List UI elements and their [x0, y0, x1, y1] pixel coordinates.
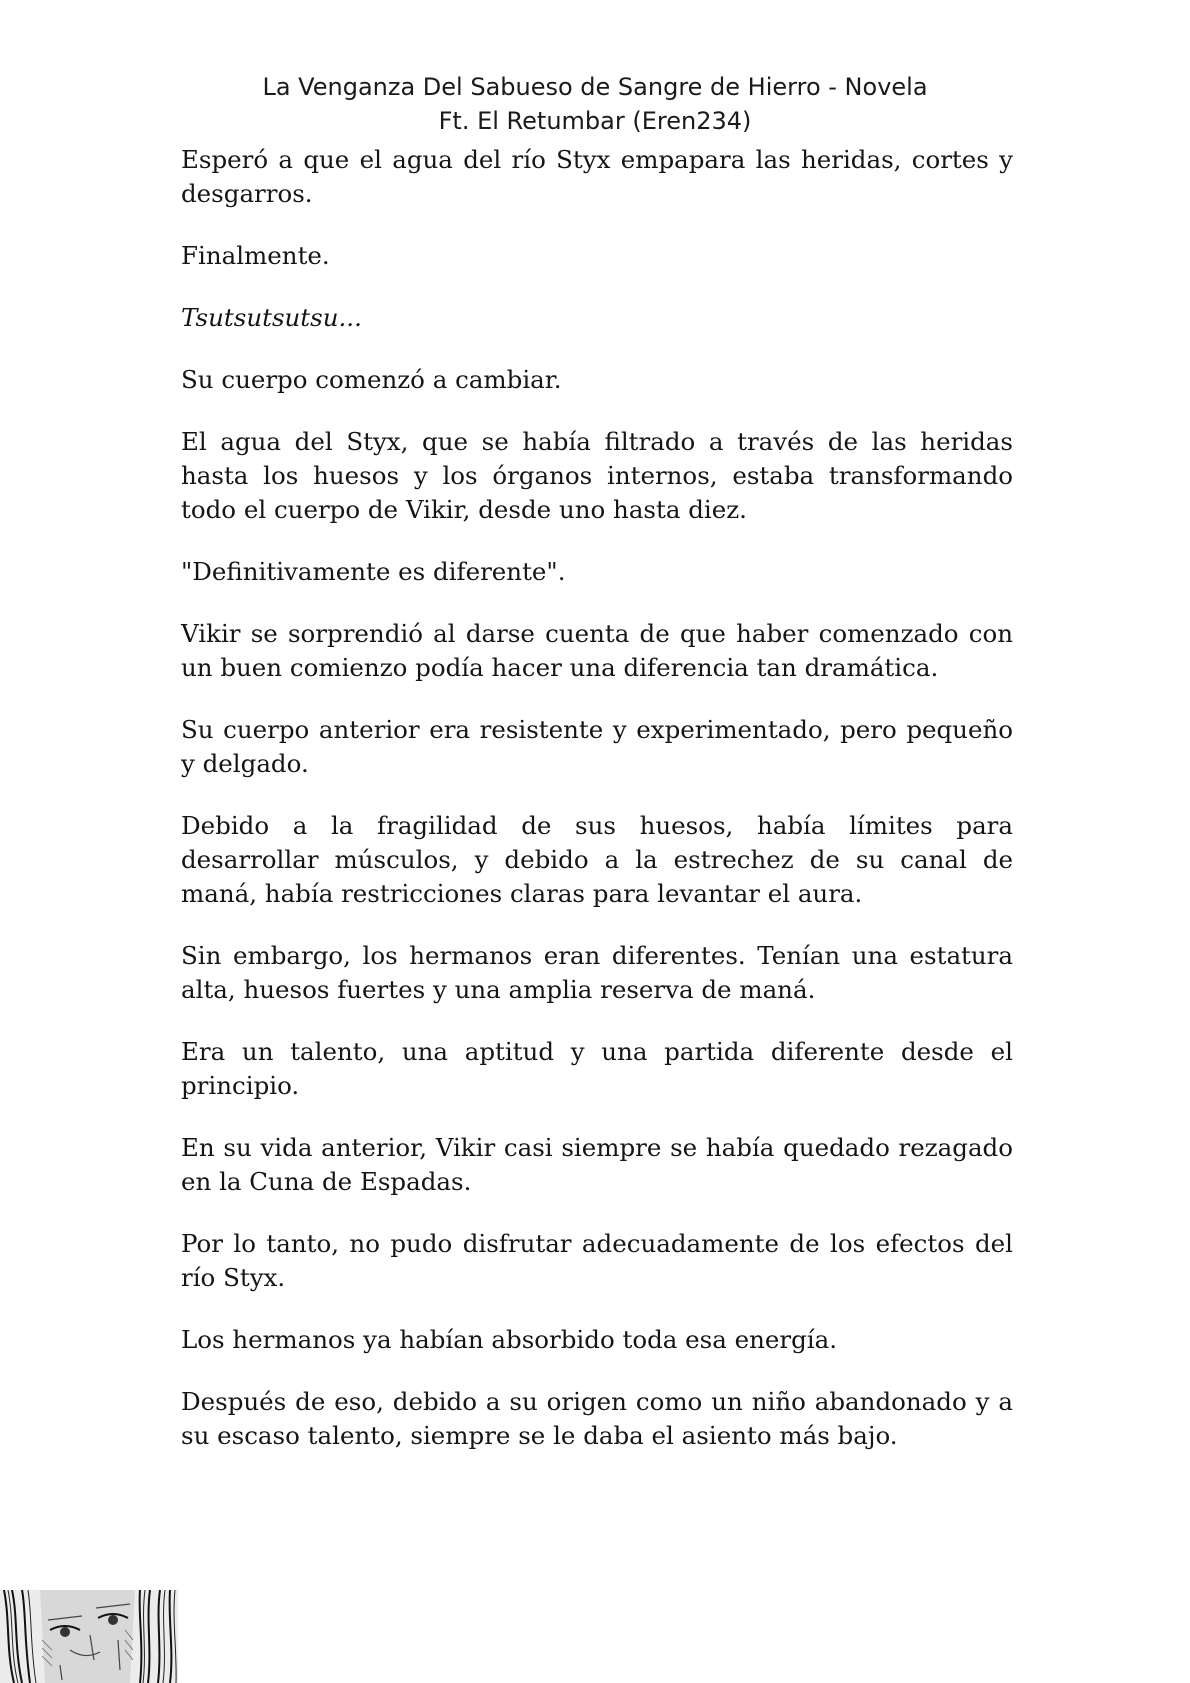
paragraph: "Definitivamente es diferente".: [181, 557, 566, 586]
paragraph: En su vida anterior, Vikir casi siempre se había quedado rezagado en la Cuna de Espadas.: [181, 1133, 1013, 1196]
paragraph: Por lo tanto, no pudo disfrutar adecuadamente de los efectos del río Styx.: [181, 1229, 1013, 1292]
paragraph: Vikir se sorprendió al darse cuenta de que haber comenzado con un buen comienzo podía hacer una diferencia tan dramática.: [181, 619, 1013, 682]
header-credit: Ft. El Retumbar (Eren234): [438, 107, 752, 135]
paragraph: Debido a la fragilidad de sus huesos, había límites para desarrollar músculos, y debido a la estrechez de su canal de maná, había restricciones claras para levantar el aura.: [181, 811, 1013, 908]
paragraph: Sin embargo, los hermanos eran diferentes. Tenían una estatura alta, huesos fuertes y una amplia reserva de maná.: [181, 941, 1013, 1004]
document-body: [181, 143, 1013, 1481]
page-header: [0, 70, 1190, 138]
paragraph: Su cuerpo comenzó a cambiar.: [181, 365, 562, 394]
paragraph: Su cuerpo anterior era resistente y experimentado, pero pequeño y delgado.: [181, 715, 1013, 778]
portrait-illustration: [0, 1590, 178, 1683]
paragraph: Era un talento, una aptitud y una partida diferente desde el principio.: [181, 1037, 1013, 1100]
paragraph: Esperó a que el agua del río Styx empapara las heridas, cortes y desgarros.: [181, 145, 1013, 208]
header-title: La Venganza Del Sabueso de Sangre de Hierro - Novela: [262, 73, 928, 101]
paragraph: El agua del Styx, que se había filtrado a través de las heridas hasta los huesos y los órganos internos, estaba transformando todo el cuerpo de Vikir, desde uno hasta diez.: [181, 427, 1013, 524]
paragraph-sound-effect: Tsutsutsutsu...: [181, 303, 362, 332]
paragraph: Los hermanos ya habían absorbido toda esa energía.: [181, 1325, 838, 1354]
character-portrait-image: [0, 1590, 178, 1683]
paragraph: Después de eso, debido a su origen como un niño abandonado y a su escaso talento, siempre se le daba el asiento más bajo.: [181, 1387, 1013, 1450]
paragraph: Finalmente.: [181, 241, 330, 270]
